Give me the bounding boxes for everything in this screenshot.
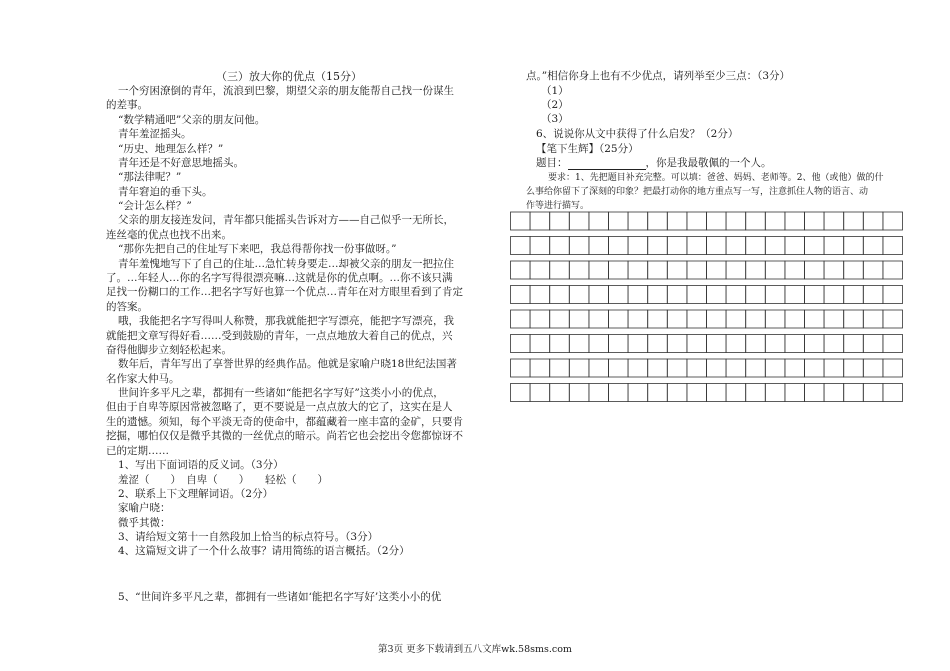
grid-cell[interactable]: [530, 261, 550, 279]
grid-cell[interactable]: [785, 261, 805, 279]
grid-cell[interactable]: [863, 261, 883, 279]
grid-cell[interactable]: [569, 212, 589, 230]
grid-cell[interactable]: [589, 335, 609, 353]
grid-cell[interactable]: [569, 237, 589, 255]
grid-cell[interactable]: [511, 384, 531, 402]
grid-cell[interactable]: [765, 286, 785, 304]
grid-cell[interactable]: [550, 359, 570, 377]
grid-cell[interactable]: [707, 261, 727, 279]
grid-cell[interactable]: [530, 335, 550, 353]
passage-line: “那法律呢？”: [118, 171, 182, 183]
grid-cell[interactable]: [765, 359, 785, 377]
grid-cell[interactable]: [746, 335, 766, 353]
grid-cell[interactable]: [707, 286, 727, 304]
grid-cell[interactable]: [628, 286, 648, 304]
grid-cell[interactable]: [589, 237, 609, 255]
grid-cell[interactable]: [667, 237, 687, 255]
question-1: 1、写出下面词语的反义词。（3分）: [118, 459, 284, 471]
grid-cell[interactable]: [785, 237, 805, 255]
grid-cell[interactable]: [785, 286, 805, 304]
grid-cell[interactable]: [844, 212, 864, 230]
passage-line: 奋得他脚步立刻轻松起来。: [106, 344, 232, 356]
grid-cell[interactable]: [844, 359, 864, 377]
passage-line: 世间许多平凡之辈，都拥有一些诸如“能把名字写好”这类小小的优点，: [118, 387, 444, 399]
question-2: 2、联系上下文理解词语。（2分）: [118, 488, 274, 500]
grid-cell[interactable]: [648, 384, 668, 402]
grid-cell[interactable]: [765, 310, 785, 328]
passage-line: “那你先把自己的住址写下来吧，我总得帮你找一份事做呀。”: [118, 243, 397, 255]
grid-cell[interactable]: [785, 335, 805, 353]
section-title: （三）放大你的优点（15分）: [216, 70, 362, 83]
grid-cell[interactable]: [883, 261, 903, 279]
grid-cell[interactable]: [628, 212, 648, 230]
passage-line: 了。…年轻人…你的名字写得很漂亮嘛…这就是你的优点啊。…你不该只满: [106, 272, 453, 284]
grid-cell[interactable]: [687, 384, 707, 402]
grid-cell[interactable]: [511, 261, 531, 279]
grid-cell[interactable]: [511, 237, 531, 255]
grid-cell[interactable]: [726, 335, 746, 353]
grid-cell[interactable]: [726, 212, 746, 230]
question-5-continued: 点。”相信你身上也有不少优点，请列举至少三点：（3分）: [526, 70, 791, 82]
answer-slot-1: （1）: [541, 85, 569, 97]
question-6: 6、说说你从文中获得了什么启发？（2分）: [536, 128, 739, 140]
grid-cell[interactable]: [844, 335, 864, 353]
answer-slot-2: （2）: [541, 99, 569, 111]
grid-cell[interactable]: [628, 335, 648, 353]
passage-line: 已的定期……: [106, 445, 169, 457]
grid-cell[interactable]: [628, 310, 648, 328]
grid-cell[interactable]: [883, 212, 903, 230]
passage-line: “历史、地理怎么样？”: [118, 143, 224, 155]
grid-cell[interactable]: [844, 310, 864, 328]
grid-cell[interactable]: [530, 212, 550, 230]
grid-cell[interactable]: [863, 286, 883, 304]
writing-header: 【笔下生辉】（25分）: [536, 143, 639, 155]
grid-cell[interactable]: [687, 261, 707, 279]
grid-cell[interactable]: [844, 237, 864, 255]
grid-cell[interactable]: [765, 237, 785, 255]
grid-cell[interactable]: [648, 286, 668, 304]
grid-cell[interactable]: [569, 359, 589, 377]
grid-cell[interactable]: [805, 359, 825, 377]
grid-cell[interactable]: [628, 359, 648, 377]
grid-cell[interactable]: [824, 310, 844, 328]
grid-cell[interactable]: [805, 335, 825, 353]
grid-cell[interactable]: [667, 359, 687, 377]
grid-cell[interactable]: [726, 384, 746, 402]
passage-line: 挖掘，哪怕仅仅是微乎其微的一丝优点的暗示。尚若它也会挖出令您都惊讶不: [106, 430, 463, 442]
passage-line: 足找一份糊口的工作…把名字写好也算一个优点…青年在对方眼里看到了肯定: [106, 286, 463, 298]
grid-cell[interactable]: [569, 384, 589, 402]
grid-cell[interactable]: [883, 359, 903, 377]
grid-cell[interactable]: [746, 384, 766, 402]
requirements-line-1: 要求：1、先把题目补充完整。可以填：爸爸、妈妈、老师等。2、他（或他）做的什: [548, 173, 884, 183]
grid-cell[interactable]: [648, 335, 668, 353]
grid-cell[interactable]: [785, 310, 805, 328]
grid-cell[interactable]: [883, 286, 903, 304]
grid-cell[interactable]: [589, 212, 609, 230]
grid-cell[interactable]: [569, 335, 589, 353]
grid-cell[interactable]: [824, 359, 844, 377]
grid-cell[interactable]: [707, 310, 727, 328]
grid-cell[interactable]: [530, 310, 550, 328]
passage-line: 的差事。: [106, 99, 148, 111]
grid-cell[interactable]: [609, 261, 629, 279]
grid-cell[interactable]: [746, 261, 766, 279]
passage-line: 青年还是不好意思地摇头。: [118, 157, 244, 169]
grid-cell[interactable]: [863, 237, 883, 255]
grid-cell[interactable]: [707, 237, 727, 255]
grid-cell[interactable]: [511, 286, 531, 304]
grid-cell[interactable]: [609, 335, 629, 353]
grid-cell[interactable]: [609, 310, 629, 328]
passage-line: 名作家大仲马。: [106, 373, 180, 385]
grid-cell[interactable]: [667, 286, 687, 304]
grid-cell[interactable]: [550, 310, 570, 328]
grid-cell[interactable]: [746, 310, 766, 328]
grid-cell[interactable]: [648, 212, 668, 230]
grid-cell[interactable]: [883, 335, 903, 353]
passage-line: 但由于自卑等原因常被忽略了，更不要说是一点点放大的它了，这实在是人: [106, 401, 453, 413]
grid-cell[interactable]: [530, 359, 550, 377]
grid-cell[interactable]: [824, 212, 844, 230]
grid-cell[interactable]: [863, 335, 883, 353]
requirements-line-2: 么事给你留下了深刻的印象？把最打动你的地方重点写一写，注意抓住人物的语言、动: [526, 187, 869, 197]
grid-cell[interactable]: [805, 237, 825, 255]
grid-cell[interactable]: [863, 384, 883, 402]
grid-cell[interactable]: [589, 286, 609, 304]
grid-cell[interactable]: [707, 384, 727, 402]
grid-cell[interactable]: [609, 212, 629, 230]
grid-cell[interactable]: [726, 359, 746, 377]
grid-cell[interactable]: [863, 310, 883, 328]
passage-line: 父亲的朋友接连发问，青年都只能摇头告诉对方——自己似乎一无所长，: [118, 214, 454, 226]
grid-cell[interactable]: [687, 212, 707, 230]
grid-cell[interactable]: [550, 384, 570, 402]
question-2-term-b: 微乎其微：: [118, 517, 171, 529]
grid-cell[interactable]: [805, 310, 825, 328]
grid-cell[interactable]: [550, 237, 570, 255]
grid-cell[interactable]: [726, 286, 746, 304]
grid-cell[interactable]: [824, 384, 844, 402]
question-2-term-a: 家喻户晓：: [118, 502, 171, 514]
question-5: 5、“世间许多平凡之辈，都拥有一些诸如‘能把名字写好’这类小小的优: [118, 591, 442, 603]
grid-cell[interactable]: [824, 286, 844, 304]
grid-cell[interactable]: [687, 310, 707, 328]
grid-cell[interactable]: [844, 286, 864, 304]
answer-slot-3: （3）: [541, 113, 569, 125]
writing-topic: [536, 157, 772, 170]
grid-cell[interactable]: [609, 384, 629, 402]
grid-cell[interactable]: [667, 212, 687, 230]
grid-cell[interactable]: [726, 310, 746, 328]
grid-cell[interactable]: [844, 261, 864, 279]
topic-prefix: 题目：: [536, 157, 568, 169]
grid-cell[interactable]: [805, 212, 825, 230]
grid-cell[interactable]: [726, 237, 746, 255]
grid-cell[interactable]: [530, 237, 550, 255]
grid-cell[interactable]: [687, 335, 707, 353]
grid-cell[interactable]: [824, 237, 844, 255]
grid-cell[interactable]: [569, 286, 589, 304]
grid-cell[interactable]: [589, 310, 609, 328]
grid-cell[interactable]: [785, 212, 805, 230]
grid-cell[interactable]: [805, 384, 825, 402]
grid-cell[interactable]: [863, 212, 883, 230]
page-footer: 第3页 更多下载请到五八文库wk.58sms.com: [378, 644, 572, 655]
grid-cell[interactable]: [707, 212, 727, 230]
grid-cell[interactable]: [824, 335, 844, 353]
grid-cell[interactable]: [687, 286, 707, 304]
grid-cell[interactable]: [883, 310, 903, 328]
passage-line: 青年窘迫的垂下头。: [118, 186, 213, 198]
passage-line: 就能把文章写得好看……受到鼓励的青年，一点点地放大着自己的优点，兴: [106, 330, 453, 342]
grid-cell[interactable]: [707, 359, 727, 377]
grid-cell[interactable]: [883, 384, 903, 402]
passage-line: 青年羞涩摇头。: [118, 128, 192, 140]
grid-cell[interactable]: [609, 237, 629, 255]
grid-cell[interactable]: [589, 359, 609, 377]
grid-cell[interactable]: [628, 237, 648, 255]
grid-cell[interactable]: [550, 212, 570, 230]
grid-cell[interactable]: [746, 286, 766, 304]
grid-cell[interactable]: [550, 261, 570, 279]
grid-cell[interactable]: [648, 261, 668, 279]
grid-cell[interactable]: [589, 384, 609, 402]
passage-line: “会计怎么样？”: [118, 200, 192, 212]
grid-cell[interactable]: [765, 384, 785, 402]
grid-cell[interactable]: [726, 261, 746, 279]
grid-cell[interactable]: [805, 261, 825, 279]
passage-line: 哦，我能把名字写得叫人称赞，那我就能把字写漂亮，能把字写漂亮，我: [118, 315, 454, 327]
writing-grid[interactable]: [510, 211, 905, 411]
requirements-line-3: 作等进行描写。: [526, 201, 590, 211]
grid-cell[interactable]: [628, 261, 648, 279]
grid-cell[interactable]: [746, 237, 766, 255]
grid-cell[interactable]: [569, 310, 589, 328]
grid-cell[interactable]: [530, 286, 550, 304]
grid-cell[interactable]: [511, 335, 531, 353]
grid-cell[interactable]: [687, 359, 707, 377]
grid-cell[interactable]: [550, 286, 570, 304]
grid-cell[interactable]: [667, 335, 687, 353]
grid-cell[interactable]: [511, 310, 531, 328]
grid-cell[interactable]: [511, 212, 531, 230]
grid-cell[interactable]: [628, 384, 648, 402]
grid-cell[interactable]: [530, 384, 550, 402]
grid-cell[interactable]: [844, 384, 864, 402]
grid-cell[interactable]: [746, 212, 766, 230]
grid-cell[interactable]: [785, 359, 805, 377]
grid-cell[interactable]: [648, 310, 668, 328]
grid-cell[interactable]: [648, 359, 668, 377]
passage-line: 数年后，青年写出了享誉世界的经典作品。他就是家喻户晓18世纪法国著: [118, 358, 457, 370]
grid-cell[interactable]: [667, 384, 687, 402]
grid-cell[interactable]: [609, 286, 629, 304]
grid-cell[interactable]: [667, 310, 687, 328]
passage-line: 一个穷困潦倒的青年，流浪到巴黎，期望父亲的朋友能帮自己找一份谋生: [118, 85, 454, 97]
passage-line: 连丝毫的优点也找不出来。: [106, 229, 232, 241]
grid-cell[interactable]: [765, 335, 785, 353]
grid-cell[interactable]: [863, 359, 883, 377]
grid-cell[interactable]: [550, 335, 570, 353]
grid-cell[interactable]: [667, 261, 687, 279]
passage-line: 青年羞愧地写下了自己的住址…急忙转身要走…却被父亲的朋友一把拉住: [118, 258, 454, 270]
grid-cell[interactable]: [707, 335, 727, 353]
grid-cell[interactable]: [746, 359, 766, 377]
grid-cell[interactable]: [609, 359, 629, 377]
grid-cell[interactable]: [765, 261, 785, 279]
grid-cell[interactable]: [687, 237, 707, 255]
grid-cell[interactable]: [589, 261, 609, 279]
question-4: 4、这篇短文讲了一个什么故事？请用简练的语言概括。（2分）: [118, 545, 410, 557]
passage-line: 生的遗憾。须知，每个平淡无奇的使命中，都蕴藏着一座丰富的金矿，只要肯: [106, 416, 463, 428]
grid-cell[interactable]: [785, 384, 805, 402]
grid-cell[interactable]: [765, 212, 785, 230]
grid-cell[interactable]: [883, 237, 903, 255]
topic-blank[interactable]: [568, 158, 646, 170]
question-3: 3、请给短文第十一自然段加上恰当的标点符号。（3分）: [118, 531, 379, 543]
grid-cell[interactable]: [511, 359, 531, 377]
topic-suffix: ，你是我最敬佩的一个人。: [645, 157, 772, 169]
passage-line: “数学精通吧”父亲的朋友问他。: [118, 114, 266, 126]
grid-cell[interactable]: [805, 286, 825, 304]
grid-cell[interactable]: [569, 261, 589, 279]
grid-cell[interactable]: [824, 261, 844, 279]
passage-line: 的答案。: [106, 301, 148, 313]
question-1-items: 羞涩（ ） 自卑（ ） 轻松（ ）: [118, 474, 328, 486]
grid-cell[interactable]: [648, 237, 668, 255]
